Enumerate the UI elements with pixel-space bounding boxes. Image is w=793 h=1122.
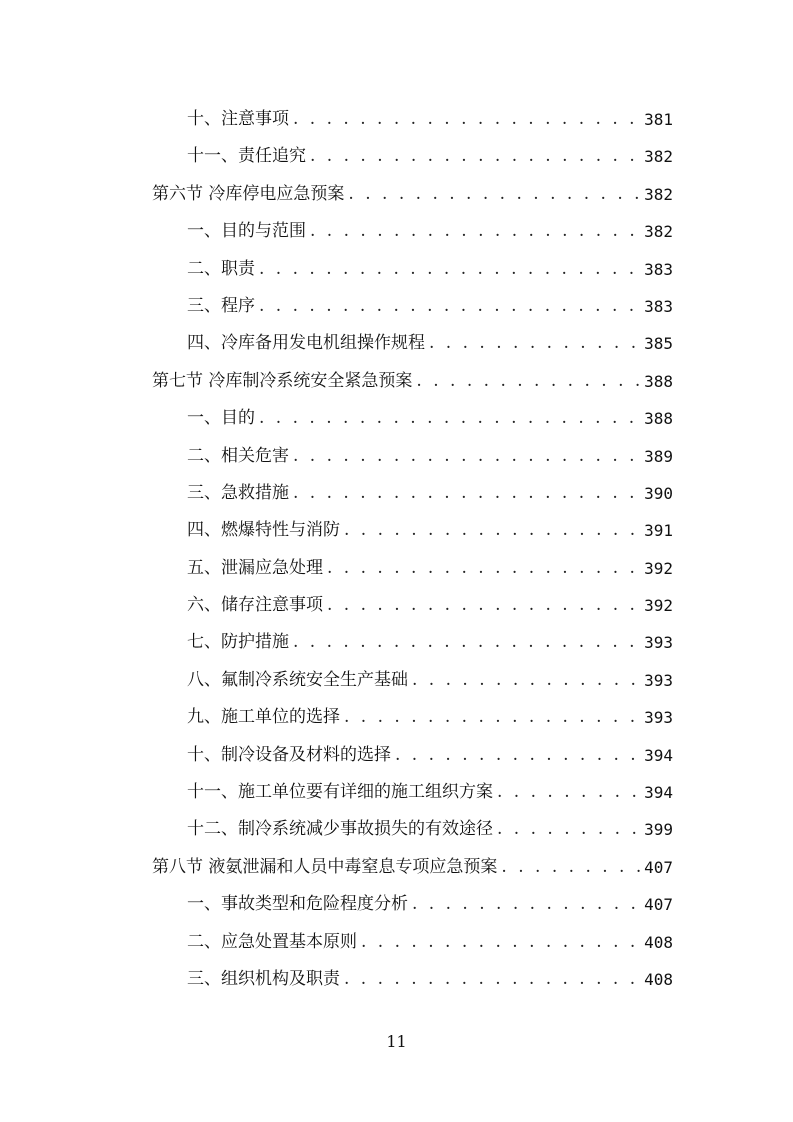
toc-entry[interactable]: [152, 176, 673, 213]
toc-entry-page: 382: [644, 222, 673, 242]
toc-leader-dots: [416, 363, 640, 400]
toc-entry-page: 391: [644, 521, 673, 541]
toc-entry[interactable]: [152, 213, 673, 250]
toc-leader-dots: [497, 774, 640, 811]
toc-entry-page: 382: [644, 147, 673, 167]
toc-entry-title: 三、急救措施: [187, 482, 289, 503]
toc-entry-page: 392: [644, 558, 673, 578]
toc-leader-dots: [293, 475, 640, 512]
toc-entry-page: 393: [644, 633, 673, 653]
toc-entry[interactable]: [152, 550, 673, 587]
toc-entry-page: 383: [644, 259, 673, 279]
toc-entry-title: 十一、责任追究: [187, 146, 306, 167]
toc-entry-title: 二、职责: [187, 258, 255, 279]
toc-entry-page: 407: [644, 895, 673, 915]
toc-entry-page: 389: [644, 446, 673, 466]
toc-entry[interactable]: [152, 438, 673, 475]
toc-leader-dots: [412, 662, 640, 699]
toc-entry-title: 十一、施工单位要有详细的施工组织方案: [187, 782, 493, 803]
toc-entry-title: 十、注意事项: [187, 108, 289, 129]
toc-leader-dots: [310, 213, 640, 250]
toc-leader-dots: [293, 624, 640, 661]
toc-entry[interactable]: [152, 774, 673, 811]
toc-entry[interactable]: [152, 512, 673, 549]
toc-entry[interactable]: [152, 662, 673, 699]
toc-entry-page: 408: [644, 969, 673, 989]
toc-entry-page: 392: [644, 596, 673, 616]
toc-leader-dots: [395, 737, 640, 774]
toc-entry-title: 一、事故类型和危险程度分析: [187, 894, 408, 915]
toc-entry-title: 七、防护措施: [187, 632, 289, 653]
toc-entry[interactable]: [152, 961, 673, 998]
toc-entry-page: 388: [644, 409, 673, 429]
toc-leader-dots: [501, 849, 640, 886]
toc-entry-page: 381: [644, 109, 673, 129]
toc-entry[interactable]: [152, 624, 673, 661]
toc-entry-title: 一、目的: [187, 408, 255, 429]
toc-entry-title: 六、储存注意事项: [187, 595, 323, 616]
toc-entry[interactable]: [152, 288, 673, 325]
toc-entry[interactable]: [152, 849, 673, 886]
toc-entry-page: 390: [644, 483, 673, 503]
toc-entry-title: 八、氟制冷系统安全生产基础: [187, 669, 408, 690]
toc-entry-page: 407: [644, 857, 673, 877]
toc-leader-dots: [344, 961, 640, 998]
toc-entry[interactable]: [152, 400, 673, 437]
toc-leader-dots: [259, 251, 640, 288]
toc-leader-dots: [327, 587, 640, 624]
toc-entry[interactable]: [152, 886, 673, 923]
toc-entry[interactable]: [152, 138, 673, 175]
toc-leader-dots: [327, 550, 640, 587]
toc-entry-title: 二、应急处置基本原则: [187, 931, 357, 952]
toc-entry-title: 九、施工单位的选择: [187, 707, 340, 728]
toc-entry-title: 二、相关危害: [187, 445, 289, 466]
toc-entry-page: 383: [644, 296, 673, 316]
toc-leader-dots: [310, 138, 640, 175]
toc-entry[interactable]: [152, 363, 673, 400]
toc-entry[interactable]: [152, 811, 673, 848]
toc-entry-title: 三、程序: [187, 295, 255, 316]
toc-leader-dots: [259, 400, 640, 437]
toc-entry-page: 382: [644, 184, 673, 204]
toc-entry-page: 388: [644, 371, 673, 391]
toc-entry[interactable]: [152, 475, 673, 512]
toc-entry-title: 第八节 液氨泄漏和人员中毒窒息专项应急预案: [152, 856, 498, 877]
toc-entry[interactable]: [152, 101, 673, 138]
toc-leader-dots: [412, 886, 640, 923]
toc-entry-title: 四、冷库备用发电机组操作规程: [187, 333, 425, 354]
toc-entry[interactable]: [152, 587, 673, 624]
toc-entry-page: 393: [644, 708, 673, 728]
toc-entry-page: 394: [644, 783, 673, 803]
page-number: 11: [386, 1032, 407, 1051]
toc-entry-page: 394: [644, 745, 673, 765]
toc-entry[interactable]: [152, 737, 673, 774]
toc-leader-dots: [259, 288, 640, 325]
toc-leader-dots: [361, 924, 640, 961]
toc-leader-dots: [429, 325, 640, 362]
toc-entry-page: 393: [644, 670, 673, 690]
toc-leader-dots: [293, 101, 640, 138]
toc-leader-dots: [344, 512, 640, 549]
toc-entry-page: 399: [644, 820, 673, 840]
toc-leader-dots: [344, 699, 640, 736]
toc-entry-title: 四、燃爆特性与消防: [187, 520, 340, 541]
toc-entry-title: 三、组织机构及职责: [187, 968, 340, 989]
toc-entry-title: 五、泄漏应急处理: [187, 557, 323, 578]
toc-entry[interactable]: [152, 325, 673, 362]
toc-entry-title: 十、制冷设备及材料的选择: [187, 744, 391, 765]
toc-leader-dots: [497, 811, 640, 848]
toc-entry[interactable]: [152, 699, 673, 736]
table-of-contents: [152, 101, 673, 998]
toc-entry-page: 408: [644, 932, 673, 952]
toc-entry-title: 十二、制冷系统减少事故损失的有效途径: [187, 819, 493, 840]
toc-entry-page: 385: [644, 334, 673, 354]
toc-entry[interactable]: [152, 924, 673, 961]
toc-entry-title: 第七节 冷库制冷系统安全紧急预案: [152, 370, 413, 391]
toc-leader-dots: [348, 176, 640, 213]
toc-entry-title: 一、目的与范围: [187, 221, 306, 242]
toc-entry[interactable]: [152, 251, 673, 288]
toc-leader-dots: [293, 438, 640, 475]
toc-entry-title: 第六节 冷库停电应急预案: [152, 183, 345, 204]
